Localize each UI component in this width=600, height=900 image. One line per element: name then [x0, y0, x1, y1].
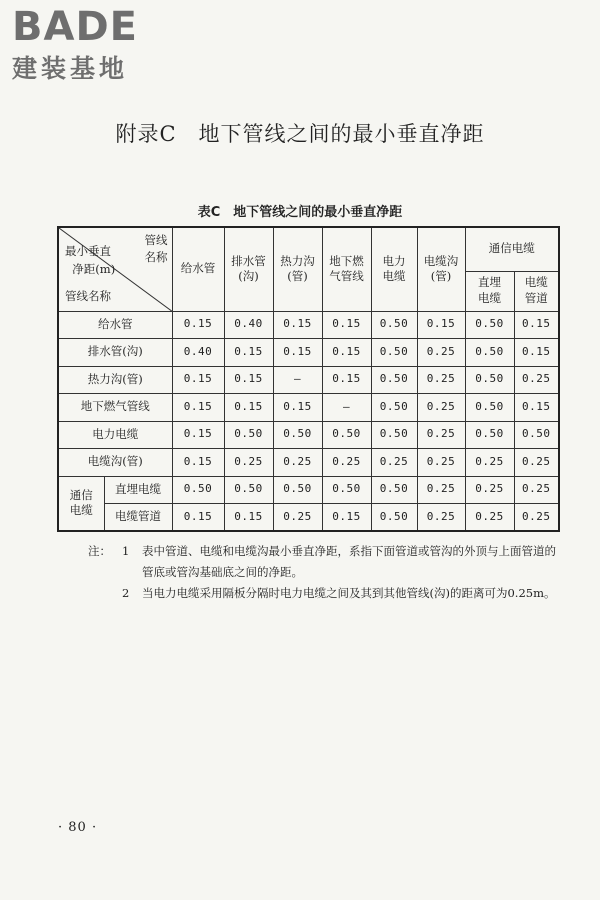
table-cell: 0.50: [465, 394, 514, 422]
table-row: [58, 339, 559, 367]
note-text: 表中管道、电缆和电缆沟最小垂直净距，系指下面管道或管沟的外顶与上面管道的管底或管沟基础底之间的净距。: [142, 544, 556, 579]
table-cell: 0.15: [322, 504, 371, 532]
table-cell: 0.50: [371, 421, 417, 449]
note-item: [88, 583, 558, 604]
row-header: 电缆管道: [104, 504, 172, 532]
table-cell: 0.25: [514, 476, 559, 504]
table-cell: 0.50: [465, 339, 514, 367]
table-cell: 0.25: [465, 504, 514, 532]
note-text: 当电力电缆采用隔板分隔时电力电缆之间及其到其他管线(沟)的距离可为0.25m。: [142, 586, 556, 600]
table-cell: 0.50: [465, 366, 514, 394]
table-row: [58, 449, 559, 477]
table-cell: 0.15: [224, 394, 273, 422]
table-cell: 0.15: [172, 421, 224, 449]
table-cell: 0.15: [273, 311, 322, 339]
table-cell: 0.50: [371, 311, 417, 339]
table-cell: 0.50: [465, 311, 514, 339]
table-row: [58, 366, 559, 394]
table-cell: 0.25: [417, 476, 465, 504]
page-number: · 80 ·: [58, 820, 98, 835]
table-cell: 0.50: [371, 476, 417, 504]
logo-subtitle: 建装基地: [12, 54, 129, 83]
table-cell: 0.15: [172, 394, 224, 422]
table-row: [58, 476, 559, 504]
table-row: [58, 394, 559, 422]
table-cell: 0.50: [371, 504, 417, 532]
table-cell: 0.50: [273, 421, 322, 449]
table-cell: 0.25: [514, 504, 559, 532]
table-cell: 0.25: [371, 449, 417, 477]
table-cell: 0.15: [514, 394, 559, 422]
table-cell: 0.15: [322, 339, 371, 367]
logo-wordmark: BADE: [12, 4, 138, 50]
col-header-power-cable: 电力 电缆: [371, 227, 417, 311]
table-cell: 0.15: [224, 504, 273, 532]
table-cell: 0.15: [224, 339, 273, 367]
col-header-telecom-group: 通信电缆: [465, 227, 559, 271]
table-cell: —: [322, 394, 371, 422]
row-group-header-telecom: 通信 电缆: [58, 476, 104, 531]
table-cell: 0.25: [417, 366, 465, 394]
table-cell: 0.25: [417, 394, 465, 422]
table-cell: 0.50: [273, 476, 322, 504]
corner-label-min-clearance: 最小垂直 净距(m): [65, 244, 116, 276]
table-cell: 0.15: [172, 449, 224, 477]
col-header-direct-buried-cable: 直埋 电缆: [465, 271, 514, 311]
notes-label: 注：: [88, 544, 111, 558]
corner-header-cell: [58, 227, 172, 311]
row-header: 电力电缆: [58, 421, 172, 449]
table-cell: 0.25: [514, 366, 559, 394]
table-cell: 0.15: [172, 366, 224, 394]
table-cell: 0.50: [371, 339, 417, 367]
corner-label-row-pipeline-name: 管线名称: [65, 288, 111, 303]
table-row: [58, 311, 559, 339]
note-item: [88, 541, 558, 583]
col-header-cable-trench: 电缆沟 (管): [417, 227, 465, 311]
note-number: 1: [122, 544, 130, 558]
table-cell: 0.50: [322, 421, 371, 449]
row-header: 电缆沟(管): [58, 449, 172, 477]
table-cell: 0.25: [514, 449, 559, 477]
appendix-title: 附录C 地下管线之间的最小垂直净距: [115, 122, 485, 146]
clearance-table: [57, 226, 560, 532]
table-cell: 0.50: [465, 421, 514, 449]
table-cell: 0.25: [417, 339, 465, 367]
table-cell: 0.25: [465, 476, 514, 504]
note-number: 2: [122, 586, 130, 600]
table-cell: 0.15: [514, 339, 559, 367]
table-cell: 0.15: [322, 311, 371, 339]
col-header-water-pipe: 给水管: [172, 227, 224, 311]
table-cell: 0.25: [417, 449, 465, 477]
table-cell: 0.25: [322, 449, 371, 477]
table-cell: 0.25: [465, 449, 514, 477]
table-cell: 0.50: [371, 366, 417, 394]
table-row: [58, 421, 559, 449]
table-cell: 0.50: [514, 421, 559, 449]
table-cell: 0.25: [273, 449, 322, 477]
table-cell: 0.15: [224, 366, 273, 394]
row-header: 地下燃气管线: [58, 394, 172, 422]
table-cell: 0.50: [172, 476, 224, 504]
table-cell: 0.15: [417, 311, 465, 339]
table-cell: —: [273, 366, 322, 394]
table-title: 表C 地下管线之间的最小垂直净距: [197, 205, 403, 220]
table-cell: 0.15: [273, 339, 322, 367]
table-cell: 0.50: [371, 394, 417, 422]
table-cell: 0.25: [224, 449, 273, 477]
row-header: 给水管: [58, 311, 172, 339]
table-cell: 0.15: [322, 366, 371, 394]
table-cell: 0.25: [417, 504, 465, 532]
col-header-cable-duct: 电缆 管道: [514, 271, 559, 311]
row-header: 排水管(沟): [58, 339, 172, 367]
table-cell: 0.15: [273, 394, 322, 422]
logo: [12, 4, 138, 84]
table-cell: 0.15: [172, 504, 224, 532]
row-header: 热力沟(管): [58, 366, 172, 394]
table-cell: 0.15: [172, 311, 224, 339]
col-header-heat-trench: 热力沟 (管): [273, 227, 322, 311]
table-cell: 0.15: [514, 311, 559, 339]
table-cell: 0.50: [224, 421, 273, 449]
table-cell: 0.25: [273, 504, 322, 532]
table-cell: 0.50: [224, 476, 273, 504]
col-header-drain-pipe: 排水管 (沟): [224, 227, 273, 311]
col-header-gas-pipe: 地下燃 气管线: [322, 227, 371, 311]
row-header: 直埋电缆: [104, 476, 172, 504]
corner-label-pipeline-name: 管线 名称: [144, 233, 168, 264]
table-cell: 0.40: [172, 339, 224, 367]
table-cell: 0.40: [224, 311, 273, 339]
table-row: [58, 504, 559, 532]
table-cell: 0.50: [322, 476, 371, 504]
table-cell: 0.25: [417, 421, 465, 449]
table-notes: [88, 541, 558, 604]
